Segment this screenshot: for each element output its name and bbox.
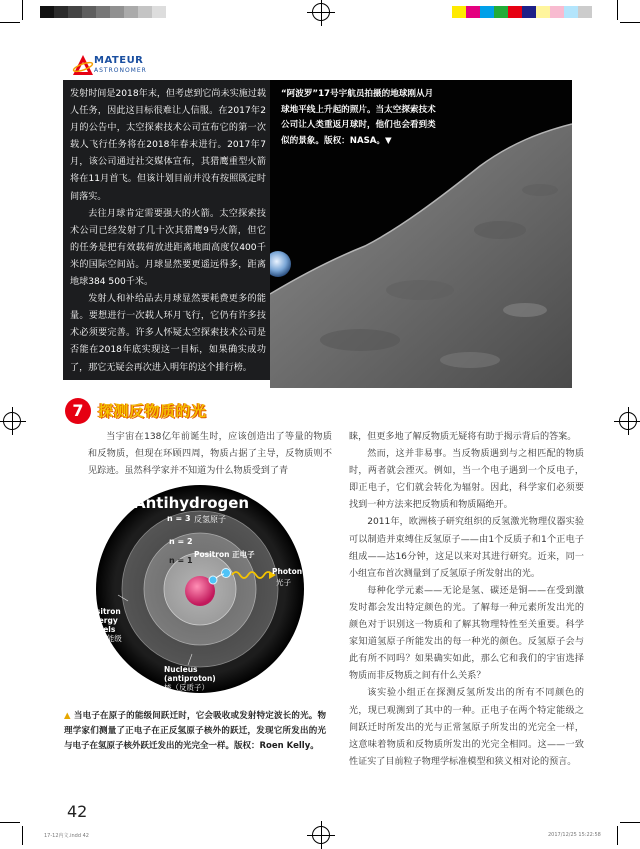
section-number-badge: 7 — [65, 398, 91, 424]
photo-caption: “阿波罗”17号宇航员拍摄的地球刚从月球地平线上升起的照片。当太空探索技术公司让人类重返月球时，他们也会看到类似的景象。版权：NASA。▼ — [281, 89, 436, 146]
registration-mark-icon — [619, 412, 637, 430]
photon-label: Photon — [272, 567, 303, 576]
registration-mark-icon — [3, 412, 21, 430]
energy-levels-line: energy — [88, 616, 118, 625]
nucleus-cn: 核（反质子） — [164, 683, 209, 692]
body-paragraph: 每种化学元素——无论是氢、碳还是铜——在受到激发时都会发出特定颜色的光。了解每一种元素所发出光的颜色对于识别这一物质和了解其物理特性至关重要。科学家知道氢原子所能发出的每一种光的颜色。反氢原子会与此有所不同吗？如果确实如此，那么它和我们的宇宙选择物质而非反物质之间有什么关系？ — [349, 585, 584, 682]
positron-label: Positron 正电子 — [194, 550, 255, 559]
lunar-surface — [270, 124, 572, 388]
body-paragraph: 2011年，欧洲核子研究组织的反氢激光物理仪器实验可以制造并束缚住反氢原子——由1个反质子和1个正电子组成——达16分钟，这足以来对其进行研究。近来，同一小组宣布首次测量到了反氢原子所发射出的光。 — [349, 517, 584, 579]
intro-paragraph: 去往月球肯定需要强大的火箭。太空探索技术公司已经发射了几十次其猎鹰9号火箭，但它的任务是把有效载荷放进距离地面高度仅400千米的国际空间站。月球显然要更遥远得多，距离地球384 500千米。 — [70, 208, 266, 288]
photon-cn-label: 光子 — [276, 578, 291, 587]
earth-icon — [270, 251, 291, 277]
nucleus-line: (antiproton) — [164, 674, 216, 683]
crop-mark — [617, 826, 618, 845]
energy-levels-line: levels — [90, 625, 116, 634]
energy-levels-cn: 正电子能级 — [84, 634, 122, 643]
positron-icon — [222, 569, 231, 578]
antihydrogen-cn-label: 反氢原子 — [194, 515, 226, 524]
logo-line2: ASTRONOMER — [94, 67, 147, 74]
level-n1-label: n = 1 — [169, 556, 193, 565]
section-title: 探测反物质的光 — [98, 402, 207, 420]
body-paragraph: 睐，但更多地了解反物质无疑将有助于揭示背后的答案。 — [349, 432, 577, 442]
registration-mark-icon — [312, 3, 330, 21]
crop-mark — [0, 822, 20, 823]
positron-icon — [209, 576, 217, 584]
intro-paragraph: 发射人和补给品去月球显然要耗费更多的能量。要想进行一次载人环月飞行，它仍有许多技术必须要完善。许多人怀疑太空探索技术公司是否能在2018年底实现这一目标，如果确实成功了，那它无疑会再次进入明年的这个排行榜。 — [70, 294, 266, 373]
crop-mark — [0, 22, 20, 23]
level-n2-label: n = 2 — [169, 537, 193, 546]
nucleus-line: Nucleus — [164, 665, 198, 674]
antihydrogen-diagram — [70, 479, 330, 707]
intro-text — [70, 86, 266, 377]
energy-levels-label — [78, 607, 128, 643]
diagram-caption-text: 当电子在原子的能级间跃迁时，它会吸收或发射特定波长的光。物理学家们测量了正电子在正反氢原子核外的跃迁，发现它所发出的光与电子在氢原子核外跃迁发出的光完全一样。版权：Roen Kelly。 — [64, 711, 326, 751]
footer-timestamp: 2017/12/25 15:22:58 — [548, 832, 601, 838]
nucleus-label — [164, 665, 224, 692]
page-number: 42 — [67, 802, 88, 821]
diagram-caption — [64, 709, 326, 754]
crop-mark — [22, 0, 23, 20]
crop-mark — [620, 22, 640, 23]
grayscale-bar — [40, 6, 166, 18]
magazine-logo — [72, 52, 162, 82]
footer-file-info: 17-12内文.indd 42 — [44, 833, 89, 839]
diagram-title: Antihydrogen — [134, 494, 250, 512]
caption-triangle-icon: ▲ — [64, 711, 71, 721]
crop-mark — [620, 822, 640, 823]
crop-mark — [617, 0, 618, 20]
registration-mark-icon — [312, 826, 330, 844]
logo-mark-icon — [72, 54, 94, 76]
intro-paragraph: 发射时间是2018年末，但考虑到它尚未实施过载人任务，因此这目标很难让人信服。在2017年2月的公告中，太空探索技术公司宣布它的第一次载人飞行任务将在2018年春末进行。2017年7月，该公司通过社交媒体宣布，其猎鹰重型火箭将在11月首飞。但该计划目前并没有按照既定时间落实。 — [70, 89, 266, 202]
body-paragraph: 当宇宙在138亿年前诞生时，应该创造出了等量的物质和反物质，但现在环顾四周，物质占据了主导，反物质则不见踪迹。虽然科学家并不知道为什么物质受到了青 — [88, 432, 332, 477]
body-paragraph: 然而，这并非易事。当反物质遇到与之相匹配的物质时，两者就会湮灭。例如，当一个电子遇到一个反电子，即正电子，它们就会转化为辐射。因此，科学家们必须要找到一种方法来把反物质和物质隔绝开。 — [349, 449, 584, 511]
right-column-text — [349, 429, 584, 771]
level-n3-label: n = 3 — [167, 514, 191, 523]
crop-mark — [22, 826, 23, 845]
logo-line1: MATEUR — [94, 55, 144, 66]
left-column-text — [88, 429, 332, 480]
color-bar — [452, 6, 592, 18]
body-paragraph: 该实验小组正在探测反氢所发出的所有不同颜色的光，现已观测到了其中的一种。正电子在两个特定能级之间跃迁时所发出的光与正常氢原子所发出的光完全一样，这意味着物质和反物质所发出的光完全相同。这——一致性证实了目前粒子物理学标准模型和狭义相对论的预言。 — [349, 688, 584, 767]
energy-levels-line: Positron — [85, 607, 121, 616]
